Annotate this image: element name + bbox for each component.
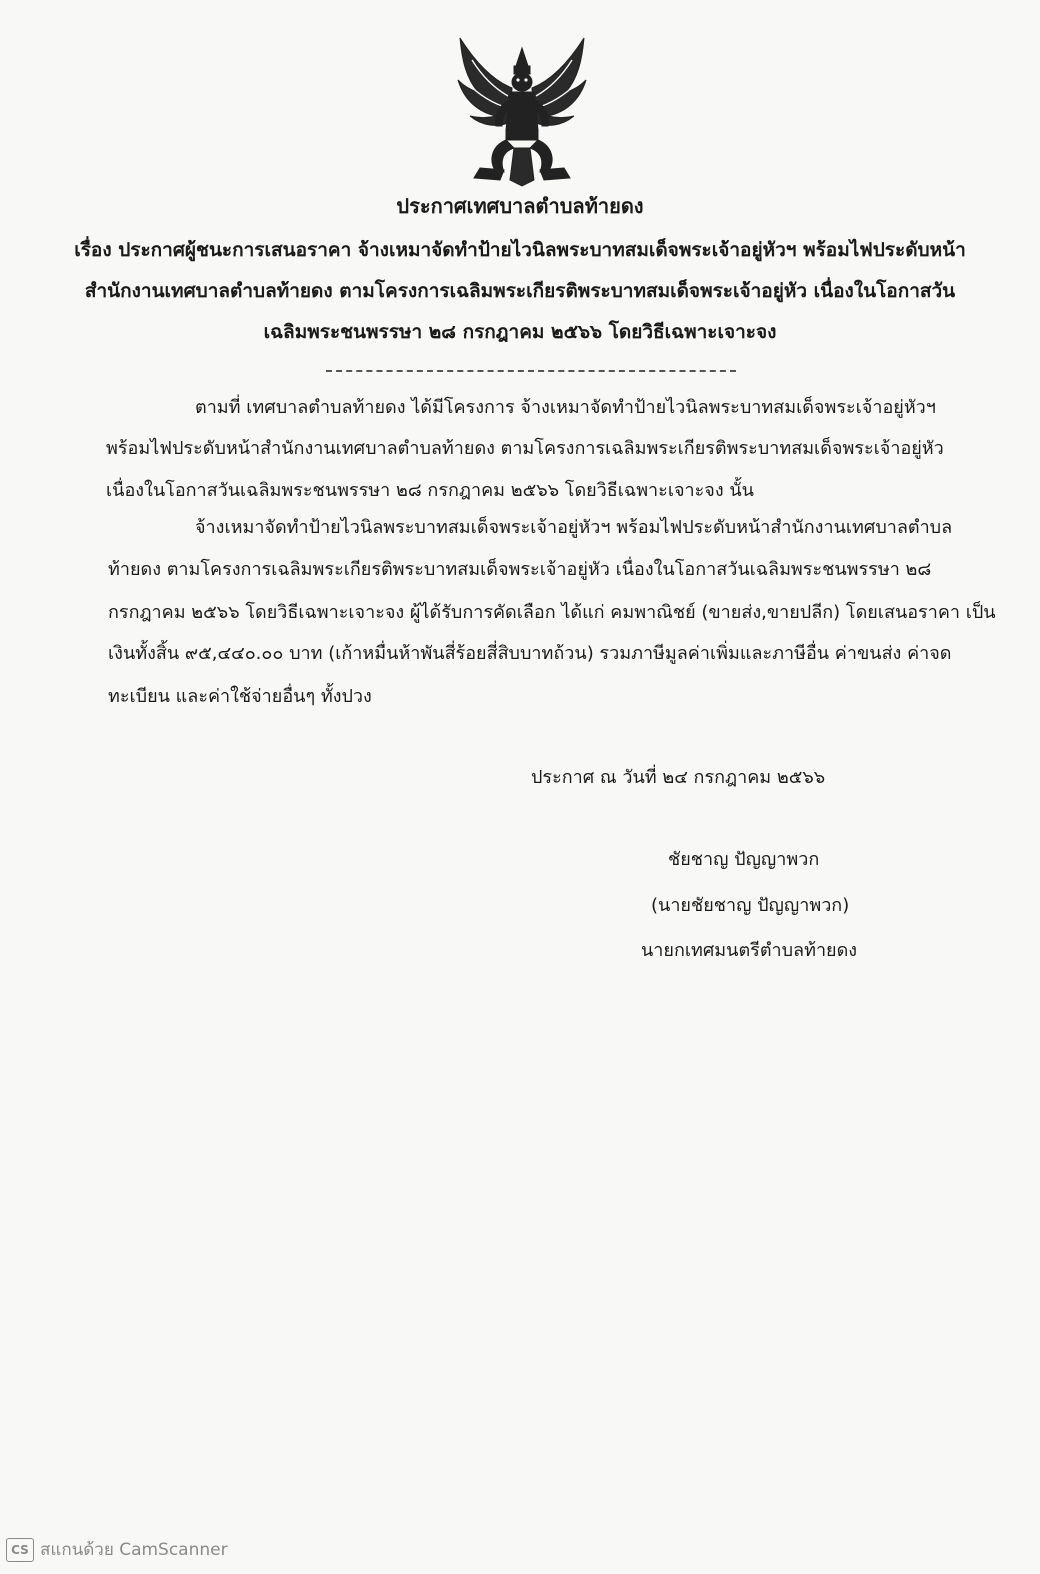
camscanner-logo-icon: CS [6, 1538, 34, 1562]
camscanner-watermark [6, 1536, 228, 1563]
announcement-title: ประกาศเทศบาลตำบลท้ายดง [396, 194, 644, 218]
signature-printed-name: (นายชัยชาญ ปัญญาพวก) [651, 895, 850, 916]
paragraph-2-line: ทะเบียน และค่าใช้จ่ายอื่นๆ ทั้งปวง [108, 686, 372, 707]
paragraph-1-line: ตามที่ เทศบาลตำบลท้ายดง ได้มีโครงการ จ้างเหมาจัดทำป้ายไวนิลพระบาทสมเด็จพระเจ้าอยู่หัวฯ [195, 397, 936, 418]
camscanner-text: สแกนด้วย CamScanner [40, 1540, 228, 1560]
signature-position: นายกเทศมนตรีตำบลท้ายดง [641, 940, 858, 961]
paragraph-1-line: พร้อมไฟประดับหน้าสำนักงานเทศบาลตำบลท้ายดง ตามโครงการเฉลิมพระเกียรติพระบาทสมเด็จพระเจ้าอยู่หัว [106, 438, 944, 459]
subject-block [70, 230, 970, 353]
subject-line: สำนักงานเทศบาลตำบลท้ายดง ตามโครงการเฉลิมพระเกียรติพระบาทสมเด็จพระเจ้าอยู่หัว เนื่องในโอกาสวัน [84, 280, 956, 302]
announcement-date: ประกาศ ณ วันที่ ๒๔ กรกฎาคม ๒๕๖๖ [531, 767, 826, 788]
signature-signed-name: ชัยชาญ ปัญญาพวก [668, 849, 820, 870]
subject-line: เรื่อง ประกาศผู้ชนะการเสนอราคา จ้างเหมาจัดทำป้ายไวนิลพระบาทสมเด็จพระเจ้าอยู่หัวฯ พร้อมไฟประดับหน้า [74, 239, 966, 261]
paragraph-2-line: กรกฎาคม ๒๕๖๖ โดยวิธีเฉพาะเจาะจง ผู้ได้รับการคัดเลือก ได้แก่ คมพาณิชย์ (ขายส่ง,ขายปลีก) โดยเสนอราคา เป็น [108, 602, 996, 623]
dashed-divider [326, 370, 736, 372]
paragraph-1-line: เนื่องในโอกาสวันเฉลิมพระชนพรรษา ๒๘ กรกฎาคม ๒๕๖๖ โดยวิธีเฉพาะเจาะจง นั้น [106, 480, 754, 501]
paragraph-2-line: จ้างเหมาจัดทำป้ายไวนิลพระบาทสมเด็จพระเจ้าอยู่หัวฯ พร้อมไฟประดับหน้าสำนักงานเทศบาลตำบล [195, 517, 953, 538]
garuda-emblem-icon [452, 30, 592, 188]
paragraph-2-line: เงินทั้งสิ้น ๙๕,๔๔๐.๐๐ บาท (เก้าหมื่นห้าพันสี่ร้อยสี่สิบบาทถ้วน) รวมภาษีมูลค่าเพิ่มและภาษีอื่น ค่าขนส่ง ค่าจด [108, 643, 952, 664]
paragraph-2-line: ท้ายดง ตามโครงการเฉลิมพระเกียรติพระบาทสมเด็จพระเจ้าอยู่หัว เนื่องในโอกาสวันเฉลิมพระชนพรรษา ๒๘ [108, 559, 932, 580]
subject-line: เฉลิมพระชนพรรษา ๒๘ กรกฎาคม ๒๕๖๖ โดยวิธีเฉพาะเจาะจง [263, 321, 777, 343]
